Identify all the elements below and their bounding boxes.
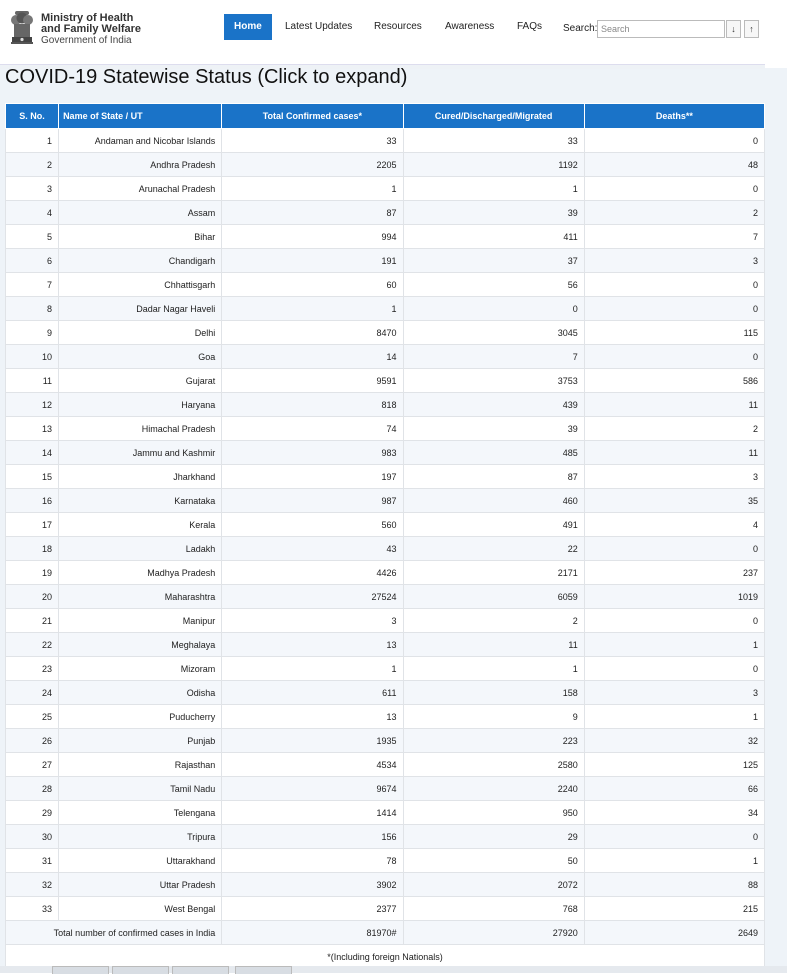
cell-cured: 3753 [403,369,584,393]
cell-confirmed: 2377 [222,897,403,921]
cell-sno: 22 [6,633,59,657]
table-row [6,753,765,777]
cell-confirmed: 9591 [222,369,403,393]
total-confirmed: 81970# [222,921,403,945]
cell-confirmed: 13 [222,633,403,657]
cell-deaths: 237 [584,561,764,585]
col-header-state: Name of State / UT [59,104,222,129]
cell-confirmed: 1935 [222,729,403,753]
cell-cured: 7 [403,345,584,369]
table-row [6,849,765,873]
statewise-table-container [5,103,765,969]
cell-deaths: 88 [584,873,764,897]
cell-confirmed: 994 [222,225,403,249]
table-row [6,873,765,897]
cell-sno: 13 [6,417,59,441]
cell-cured: 223 [403,729,584,753]
table-row [6,441,765,465]
table-row [6,561,765,585]
search-previous-button[interactable]: ↑ [744,20,759,38]
cell-deaths: 0 [584,273,764,297]
cell-confirmed: 4534 [222,753,403,777]
table-header-row [6,104,765,129]
ministry-name-line1: Ministry of Health [41,12,134,24]
page-title[interactable]: COVID-19 Statewise Status (Click to expand) [5,66,408,88]
nav-home[interactable]: Home [224,14,272,40]
cell-state-name: Himachal Pradesh [59,417,222,441]
table-row [6,657,765,681]
table-row [6,345,765,369]
cell-sno: 5 [6,225,59,249]
cell-sno: 27 [6,753,59,777]
cell-cured: 439 [403,393,584,417]
cell-deaths: 0 [584,657,764,681]
cell-cured: 50 [403,849,584,873]
cell-state-name: Rajasthan [59,753,222,777]
ministry-logo-text[interactable] [41,13,141,46]
cell-state-name: Ladakh [59,537,222,561]
cell-cured: 950 [403,801,584,825]
table-row [6,249,765,273]
table-row [6,801,765,825]
cell-state-name: Odisha [59,681,222,705]
cell-deaths: 215 [584,897,764,921]
total-row [6,921,765,945]
table-row [6,369,765,393]
cell-confirmed: 1 [222,177,403,201]
site-header [0,0,787,64]
cell-sno: 8 [6,297,59,321]
cell-deaths: 3 [584,249,764,273]
cell-state-name: Mizoram [59,657,222,681]
nav-awareness[interactable]: Awareness [445,21,495,32]
cell-sno: 19 [6,561,59,585]
cell-state-name: Dadar Nagar Haveli [59,297,222,321]
cell-confirmed: 983 [222,441,403,465]
cell-deaths: 1019 [584,585,764,609]
cell-confirmed: 87 [222,201,403,225]
table-row [6,273,765,297]
nav-resources[interactable]: Resources [374,21,422,32]
cell-deaths: 48 [584,153,764,177]
cell-sno: 1 [6,129,59,153]
cell-cured: 768 [403,897,584,921]
cell-confirmed: 4426 [222,561,403,585]
cell-cured: 9 [403,705,584,729]
cell-sno: 30 [6,825,59,849]
table-row [6,321,765,345]
table-body [6,129,765,921]
cell-sno: 11 [6,369,59,393]
cell-cured: 29 [403,825,584,849]
search-next-button[interactable]: ↓ [726,20,741,38]
cell-deaths: 4 [584,513,764,537]
table-row [6,393,765,417]
cell-cured: 491 [403,513,584,537]
table-row [6,513,765,537]
cell-cured: 2240 [403,777,584,801]
cell-state-name: Delhi [59,321,222,345]
cell-sno: 2 [6,153,59,177]
cell-cured: 485 [403,441,584,465]
cell-deaths: 115 [584,321,764,345]
cell-confirmed: 74 [222,417,403,441]
col-header-deaths: Deaths** [584,104,764,129]
cell-sno: 4 [6,201,59,225]
cell-confirmed: 156 [222,825,403,849]
cell-sno: 21 [6,609,59,633]
cell-cured: 2072 [403,873,584,897]
cell-confirmed: 33 [222,129,403,153]
cell-state-name: Uttar Pradesh [59,873,222,897]
cell-sno: 31 [6,849,59,873]
cell-cured: 158 [403,681,584,705]
cell-deaths: 125 [584,753,764,777]
table-row [6,729,765,753]
cell-cured: 3045 [403,321,584,345]
cell-confirmed: 987 [222,489,403,513]
table-row [6,177,765,201]
cell-deaths: 11 [584,393,764,417]
cell-sno: 16 [6,489,59,513]
col-header-sno: S. No. [6,104,59,129]
cell-cured: 1 [403,657,584,681]
cell-deaths: 0 [584,297,764,321]
table-row [6,465,765,489]
cell-confirmed: 611 [222,681,403,705]
cell-state-name: Chhattisgarh [59,273,222,297]
cell-deaths: 32 [584,729,764,753]
cell-sno: 32 [6,873,59,897]
cell-confirmed: 3 [222,609,403,633]
cell-sno: 26 [6,729,59,753]
cell-state-name: Andaman and Nicobar Islands [59,129,222,153]
cell-deaths: 11 [584,441,764,465]
nav-faqs[interactable]: FAQs [517,21,543,32]
table-row [6,489,765,513]
total-deaths: 2649 [584,921,764,945]
cell-state-name: Jharkhand [59,465,222,489]
cell-sno: 15 [6,465,59,489]
cell-state-name: Haryana [59,393,222,417]
cell-confirmed: 14 [222,345,403,369]
cell-cured: 22 [403,537,584,561]
cell-deaths: 0 [584,609,764,633]
cell-sno: 17 [6,513,59,537]
cell-state-name: Manipur [59,609,222,633]
cell-deaths: 3 [584,465,764,489]
cell-cured: 460 [403,489,584,513]
cell-sno: 12 [6,393,59,417]
table-row [6,201,765,225]
cell-state-name: Tripura [59,825,222,849]
cell-cured: 39 [403,201,584,225]
table-row [6,777,765,801]
footnote: *(Including foreign Nationals) [6,945,765,969]
cell-cured: 2 [403,609,584,633]
cell-confirmed: 191 [222,249,403,273]
cell-sno: 14 [6,441,59,465]
cell-cured: 0 [403,297,584,321]
cell-state-name: West Bengal [59,897,222,921]
cell-state-name: Meghalaya [59,633,222,657]
cell-deaths: 2 [584,417,764,441]
cell-deaths: 1 [584,849,764,873]
cell-sno: 29 [6,801,59,825]
cell-confirmed: 9674 [222,777,403,801]
cell-confirmed: 3902 [222,873,403,897]
cell-sno: 3 [6,177,59,201]
cell-state-name: Gujarat [59,369,222,393]
cell-confirmed: 2205 [222,153,403,177]
cell-state-name: Kerala [59,513,222,537]
cell-cured: 1192 [403,153,584,177]
cell-sno: 25 [6,705,59,729]
cell-state-name: Assam [59,201,222,225]
cell-state-name: Chandigarh [59,249,222,273]
cell-state-name: Karnataka [59,489,222,513]
cell-cured: 2580 [403,753,584,777]
cell-cured: 11 [403,633,584,657]
cell-confirmed: 197 [222,465,403,489]
cell-deaths: 1 [584,705,764,729]
cell-sno: 9 [6,321,59,345]
table-row [6,681,765,705]
ministry-name-line2: and Family Welfare [41,23,142,35]
cell-sno: 23 [6,657,59,681]
col-header-cured: Cured/Discharged/Migrated [403,104,584,129]
cell-deaths: 1 [584,633,764,657]
cell-cured: 56 [403,273,584,297]
cell-cured: 411 [403,225,584,249]
cell-sno: 28 [6,777,59,801]
cell-deaths: 586 [584,369,764,393]
table-row [6,297,765,321]
cell-sno: 10 [6,345,59,369]
cell-sno: 20 [6,585,59,609]
cell-state-name: Maharashtra [59,585,222,609]
total-label: Total number of confirmed cases in India [6,921,222,945]
cell-confirmed: 8470 [222,321,403,345]
cell-state-name: Tamil Nadu [59,777,222,801]
cell-state-name: Telengana [59,801,222,825]
cell-state-name: Madhya Pradesh [59,561,222,585]
cell-state-name: Andhra Pradesh [59,153,222,177]
cell-confirmed: 560 [222,513,403,537]
cell-confirmed: 27524 [222,585,403,609]
cell-deaths: 34 [584,801,764,825]
cell-cured: 37 [403,249,584,273]
cell-confirmed: 60 [222,273,403,297]
cell-deaths: 3 [584,681,764,705]
search-input[interactable] [597,20,725,38]
table-row [6,585,765,609]
cell-state-name: Arunachal Pradesh [59,177,222,201]
cell-cured: 2171 [403,561,584,585]
cell-sno: 18 [6,537,59,561]
cell-deaths: 0 [584,177,764,201]
cell-confirmed: 1414 [222,801,403,825]
national-emblem-icon[interactable] [6,7,38,53]
cell-confirmed: 43 [222,537,403,561]
search-label: Search: [563,23,598,34]
statewise-status-table [5,103,765,969]
cell-state-name: Bihar [59,225,222,249]
cell-deaths: 35 [584,489,764,513]
cell-deaths: 0 [584,345,764,369]
cell-sno: 33 [6,897,59,921]
cell-state-name: Goa [59,345,222,369]
table-row [6,633,765,657]
cell-deaths: 0 [584,825,764,849]
table-row [6,225,765,249]
cell-state-name: Punjab [59,729,222,753]
footnote-row [6,945,765,969]
cell-deaths: 0 [584,537,764,561]
cell-sno: 7 [6,273,59,297]
cell-deaths: 7 [584,225,764,249]
cell-deaths: 0 [584,129,764,153]
table-row [6,825,765,849]
cell-confirmed: 1 [222,657,403,681]
bottom-tab-strip [0,966,787,973]
cell-cured: 6059 [403,585,584,609]
cell-state-name: Jammu and Kashmir [59,441,222,465]
cell-cured: 33 [403,129,584,153]
table-row [6,609,765,633]
cell-sno: 6 [6,249,59,273]
cell-state-name: Uttarakhand [59,849,222,873]
cell-confirmed: 818 [222,393,403,417]
cell-state-name: Puducherry [59,705,222,729]
table-row [6,897,765,921]
table-row [6,705,765,729]
cell-confirmed: 1 [222,297,403,321]
cell-cured: 87 [403,465,584,489]
table-row [6,153,765,177]
table-row [6,537,765,561]
cell-cured: 39 [403,417,584,441]
government-of-india: Government of India [41,35,132,46]
cell-confirmed: 78 [222,849,403,873]
cell-sno: 24 [6,681,59,705]
table-row [6,417,765,441]
cell-cured: 1 [403,177,584,201]
nav-latest-updates[interactable]: Latest Updates [285,21,353,32]
col-header-confirmed: Total Confirmed cases* [222,104,403,129]
cell-deaths: 66 [584,777,764,801]
cell-deaths: 2 [584,201,764,225]
total-cured: 27920 [403,921,584,945]
cell-confirmed: 13 [222,705,403,729]
table-row [6,129,765,153]
